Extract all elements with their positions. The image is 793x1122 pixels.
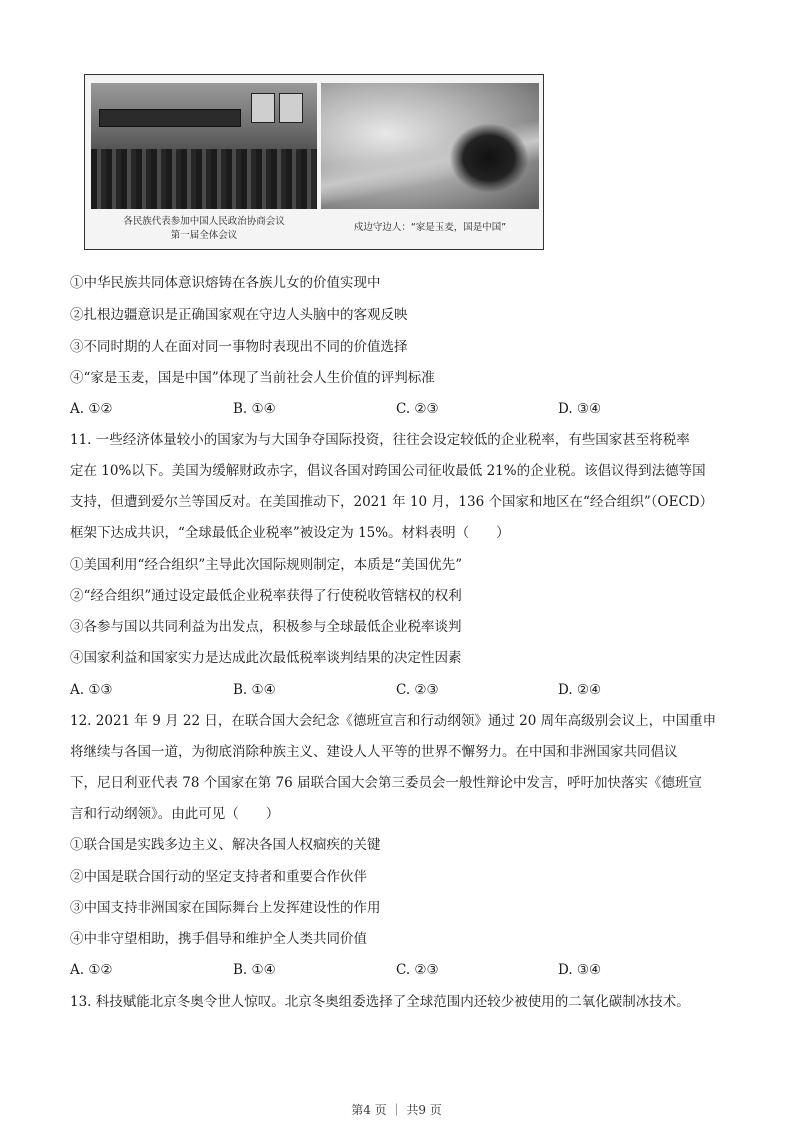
q11-option-b[interactable]: B. ①④ [233, 682, 276, 698]
q13-stem-line-1: 13. 科技赋能北京冬奥令世人惊叹。北京冬奥组委选择了全球范围内还较少被使用的二氧化碳制冰技术。 [70, 994, 690, 1010]
q12-stem-line-1: 12. 2021 年 9 月 22 日，在联合国大会纪念《德班宣言和行动纲领》通过 20 周年高级别会议上，中国重申 [70, 713, 717, 729]
q11-option-a[interactable]: A. ①③ [70, 682, 113, 698]
q10-item-3: ③不同时期的人在面对同一事物时表现出不同的价值选择 [70, 339, 408, 355]
caption-left-line2: 第一届全体会议 [170, 230, 238, 241]
q11-stem-line-1: 11. 一些经济体量较小的国家为与大国争夺国际投资，往往会设定较低的企业税率，有些国家甚至将税率 [70, 432, 690, 448]
q11-option-c[interactable]: C. ②③ [396, 682, 439, 698]
page-footer: 第4 页 ｜ 共9 页 [351, 1103, 442, 1117]
q12-option-d[interactable]: D. ③④ [558, 962, 602, 978]
photo-cppcc-meeting [91, 83, 317, 209]
q12-item-3: ③中国支持非洲国家在国际舞台上发挥建设性的作用 [70, 900, 381, 916]
q12-option-a[interactable]: A. ①② [70, 962, 113, 978]
q11-stem-line-4: 框架下达成共识，“全球最低企业税率”被设定为 15%。材料表明（ ） [70, 525, 510, 541]
q12-option-c[interactable]: C. ②③ [396, 962, 439, 978]
q11-item-2: ②“经合组织”通过设定最低企业税率获得了行使税收管辖权的权利 [70, 588, 462, 604]
q12-option-b[interactable]: B. ①④ [233, 962, 276, 978]
q11-option-d[interactable]: D. ②④ [558, 682, 602, 698]
q10-item-4: ④“家是玉麦，国是中国”体现了当前社会人生价值的评判标准 [70, 370, 435, 386]
figure-photos [84, 74, 544, 250]
q10-option-d[interactable]: D. ③④ [558, 401, 602, 417]
caption-right: 戍边守边人：“家是玉麦，国是中国” [353, 222, 507, 233]
q12-stem-line-4: 言和行动纲领》。由此可见（ ） [70, 806, 280, 822]
photo-border-guards [321, 83, 539, 209]
caption-left-line1: 各民族代表参加中国人民政治协商会议 [123, 216, 285, 227]
q11-item-4: ④国家利益和国家实力是达成此次最低税率谈判结果的决定性因素 [70, 650, 462, 666]
q12-item-1: ①联合国是实践多边主义、解决各国人权痼疾的关键 [70, 837, 381, 853]
q11-item-1: ①美国利用“经合组织”主导此次国际规则制定，本质是“美国优先” [70, 557, 463, 573]
q12-item-4: ④中非守望相助，携手倡导和维护全人类共同价值 [70, 931, 367, 947]
q12-item-2: ②中国是联合国行动的坚定支持者和重要合作伙伴 [70, 869, 367, 885]
q12-stem-line-3: 下，尼日利亚代表 78 个国家在第 76 届联合国大会第三委员会一般性辩论中发言，呼吁加快落实《德班宣 [70, 775, 703, 791]
q10-item-2: ②扎根边疆意识是正确国家观在守边人头脑中的客观反映 [70, 307, 408, 323]
q10-option-b[interactable]: B. ①④ [233, 401, 276, 417]
q10-option-a[interactable]: A. ①② [70, 401, 113, 417]
q11-stem-line-2: 定在 10%以下。美国为缓解财政赤字，倡议各国对跨国公司征收最低 21%的企业税。该倡议得到法德等国 [70, 463, 706, 479]
q11-item-3: ③各参与国以共同利益为出发点，积极参与全球最低企业税率谈判 [70, 619, 462, 635]
q11-stem-line-3: 支持，但遭到爱尔兰等国反对。在美国推动下，2021 年 10 月，136 个国家和地区在“经合组织”（OECD） [70, 494, 714, 510]
caption-left [91, 215, 317, 243]
q12-stem-line-2: 将继续与各国一道，为彻底消除种族主义、建设人人平等的世界不懈努力。在中国和非洲国家共同倡议 [70, 744, 678, 760]
q10-item-1: ①中华民族共同体意识熔铸在各族儿女的价值实现中 [70, 275, 381, 291]
q10-option-c[interactable]: C. ②③ [396, 401, 439, 417]
